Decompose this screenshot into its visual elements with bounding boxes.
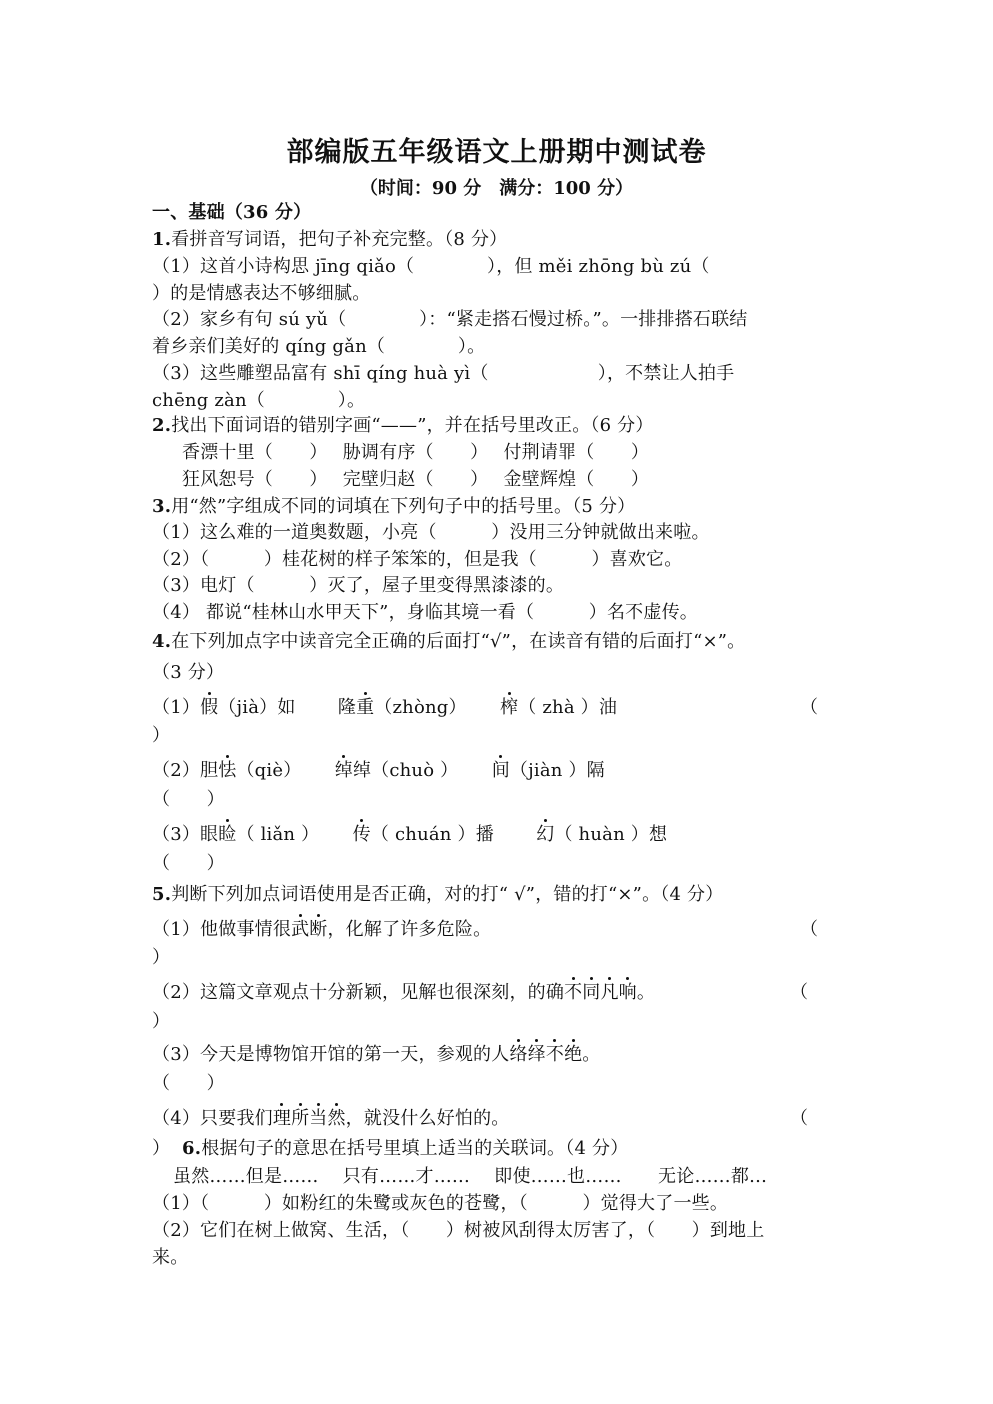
dotted-char: 响 [618, 982, 637, 1003]
q4-row-2: （2）胆怯（qiè） 绰绰（chuò ） 间（jiàn ）隔 [152, 760, 605, 781]
answer-paren-close: ） [152, 1138, 171, 1159]
question-2-title [152, 414, 654, 438]
answer-paren-close: ） [152, 1011, 171, 1032]
answer-paren[interactable]: （ ） [152, 789, 225, 810]
q2-words-row-2: 狂风恕号（ ） 完壁归赵（ ） 金壁辉煌（ ） [182, 469, 650, 490]
q3-line-2: （2）（ ）桂花树的样子笨笨的，但是我（ ）喜欢它。 [152, 549, 683, 570]
question-text: 判断下列加点词语使用是否正确，对的打“ √”，错的打“×”。（4 分） [171, 884, 724, 905]
q3-line-4: （4） 都说“桂林山水甲天下”，身临其境一看（ ）名不虚传。 [152, 602, 698, 623]
dotted-char: 重 [356, 697, 375, 718]
exam-time-score: （时间：90 分 满分：100 分） [359, 178, 634, 199]
dotted-char: 传 [352, 824, 371, 845]
dotted-char: 绎 [527, 1044, 546, 1065]
question-number: 4. [152, 631, 172, 652]
dotted-char: 理 [272, 1108, 292, 1129]
dotted-char: 凡 [600, 982, 619, 1003]
q1-line-6: chēng zàn（ ）。 [152, 390, 366, 411]
question-number: 5. [152, 884, 172, 905]
q6-conjunction-options: 虽然……但是…… 只有……才…… 即使……也…… 无论……都… [173, 1166, 768, 1187]
question-4-title [152, 630, 745, 654]
q1-line-1: （1）这首小诗构思 jīng qiǎo（ ），但 měi zhōng bù zú（ [152, 256, 710, 277]
q5-sentence-1: （1）他做事情很武断，化解了许多危险。 [152, 919, 492, 940]
dotted-char: 同 [582, 982, 601, 1003]
dotted-char: 幻 [536, 824, 555, 845]
q4-score: （3 分） [152, 662, 225, 683]
q4-row-1: （1）假（jià）如 隆重（zhòng） 榨（ zhà ）油 [152, 697, 618, 718]
q6-line-3: 来。 [152, 1247, 189, 1268]
q1-line-2: ）的是情感表达不够细腻。 [152, 283, 371, 304]
dotted-char: 络 [509, 1044, 528, 1065]
q6-line-2: （2）它们在树上做窝、生活，（ ）树被风刮得太厉害了，（ ）到地上 [152, 1220, 765, 1241]
question-number: 2. [152, 415, 172, 436]
q2-words-row-1: 香漂十里（ ） 胁调有序（ ） 付荆请罪（ ） [182, 442, 650, 463]
question-6-title [152, 1137, 628, 1161]
question-number: 1. [152, 229, 172, 250]
q4-row-3: （3）眼睑（ liǎn ） 传（ chuán ）播 幻（ huàn ）想 [152, 824, 668, 845]
answer-paren-open[interactable]: （ [790, 982, 809, 1003]
answer-paren-open[interactable]: （ [800, 919, 819, 940]
question-text: 找出下面词语的错别字画“——”，并在括号里改正。（6 分） [171, 415, 654, 436]
answer-paren-open[interactable]: （ [800, 697, 819, 718]
q5-sentence-4: （4）只要我们理所当然，就没什么好怕的。 [152, 1108, 510, 1129]
dotted-char: 假 [200, 697, 219, 718]
q3-line-3: （3）电灯（ ）灭了，屋子里变得黑漆漆的。 [152, 575, 565, 596]
dotted-char: 然 [327, 1108, 346, 1129]
q1-line-3: （2）家乡有句 sú yǔ（ ）：“紧走搭石慢过桥。”。一排排搭石联结 [152, 309, 748, 330]
q1-line-4: 着乡亲们美好的 qíng gǎn（ ）。 [152, 336, 486, 357]
dotted-char: 榨 [500, 697, 519, 718]
dotted-char: 绝 [564, 1044, 583, 1065]
dotted-char: 间 [491, 760, 510, 781]
answer-paren[interactable]: （ ） [152, 853, 225, 874]
question-number: 3. [152, 496, 172, 517]
answer-paren-close: ） [152, 947, 171, 968]
dotted-char: 当 [309, 1108, 328, 1129]
q1-line-5: （3）这些雕塑品富有 shī qíng huà yì（ ），不禁让人拍手 [152, 363, 735, 384]
q5-sentence-3: （3）今天是博物馆开馆的第一天，参观的人络绎不绝。 [152, 1044, 601, 1065]
answer-paren-close: ） [152, 725, 171, 746]
question-text: 在下列加点字中读音完全正确的后面打“√”，在读音有错的后面打“×”。 [171, 631, 746, 652]
question-5-title [152, 883, 723, 907]
dotted-char: 断 [309, 919, 328, 940]
question-1-title [152, 228, 507, 252]
dotted-char: 怯 [218, 760, 237, 781]
q3-line-1: （1）这么难的一道奥数题，小亮（ ）没用三分钟就做出来啦。 [152, 522, 710, 543]
question-number: 6. [182, 1138, 202, 1159]
question-text: 用“然”字组成不同的词填在下列句子中的括号里。（5 分） [171, 496, 636, 517]
answer-paren-open[interactable]: （ [790, 1108, 809, 1129]
page-title: 部编版五年级语文上册期中测试卷 [286, 137, 707, 168]
question-text: 看拼音写词语，把句子补充完整。（8 分） [171, 229, 508, 250]
dotted-char: 不 [545, 1044, 565, 1065]
dotted-char: 不 [564, 982, 583, 1003]
question-3-title [152, 495, 635, 519]
q5-sentence-2: （2）这篇文章观点十分新颖，见解也很深刻，的确不同凡响。 [152, 982, 656, 1003]
question-text: 根据句子的意思在括号里填上适当的关联词。（4 分） [201, 1138, 629, 1159]
dotted-char: 所 [291, 1108, 310, 1129]
dotted-char: 睑 [218, 824, 237, 845]
dotted-char: 绰 [334, 760, 353, 781]
section-heading: 一、基础（36 分） [152, 202, 312, 223]
q6-line-1: （1）（ ）如粉红的朱鹭或灰色的苍鹭，（ ）觉得大了一些。 [152, 1193, 729, 1214]
dotted-char: 武 [291, 919, 310, 940]
answer-paren[interactable]: （ ） [152, 1073, 225, 1094]
